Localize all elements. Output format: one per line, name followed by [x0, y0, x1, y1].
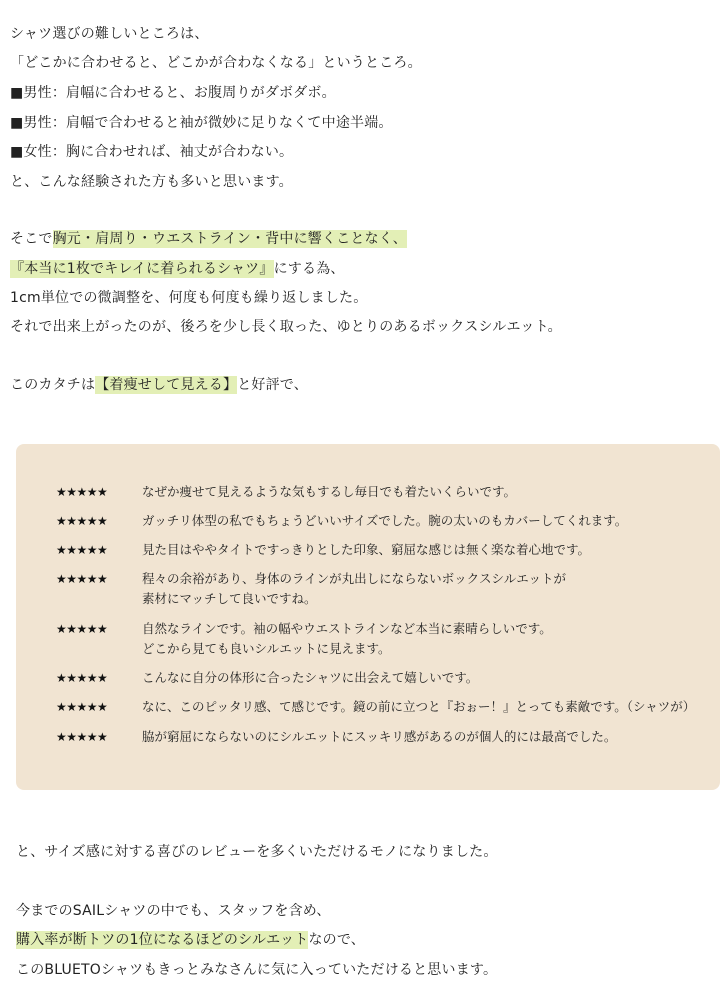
p2-line-2-suffix: にする為、 — [273, 261, 345, 277]
review-text: なぜか痩せて見えるような気もするし毎日でも着たいくらいです。 — [142, 484, 517, 499]
star-rating-icon: ★★★★★ — [56, 700, 108, 714]
review-text: こんなに自分の体形に合ったシャツに出会えて嬉しいです。 — [142, 670, 479, 685]
p3-line — [10, 375, 308, 395]
review-text: 素材にマッチして良いですね。 — [142, 591, 317, 606]
star-rating-icon: ★★★★★ — [56, 543, 108, 557]
highlight-text: 胸元・肩周り・ウエストライン・背中に響くことなく、 — [52, 231, 407, 247]
p4-line: と、サイズ感に対する喜びのレビューを多くいただけるモノになりました。 — [16, 844, 498, 860]
star-rating-icon: ★★★★★ — [56, 671, 108, 685]
review-text: 脇が窮屈にならないのにシルエットにスッキリ感があるのが個人的には最高でした。 — [142, 729, 617, 744]
star-rating-icon: ★★★★★ — [56, 514, 108, 528]
star-rating-icon: ★★★★★ — [56, 730, 108, 744]
review-text: 自然なラインです。袖の幅やウエストラインなど本当に素晴らしいです。 — [142, 621, 552, 636]
intro-line-1: シャツ選びの難しいところは、 — [10, 26, 209, 42]
review-text: 程々の余裕があり、身体のラインが丸出しにならないボックスシルエットが — [142, 571, 566, 586]
p3-suffix: と好評で、 — [237, 377, 308, 393]
p5-line-3: このBLUETOシャツもきっとみなさんに気に入っていただけると思います。 — [16, 962, 498, 978]
intro-line-3: ■男性：肩幅に合わせると、お腹周りがダボダボ。 — [10, 85, 336, 101]
star-rating-icon: ★★★★★ — [56, 572, 108, 586]
intro-line-4: ■男性：肩幅で合わせると袖が微妙に足りなくて中途半端。 — [10, 115, 393, 131]
review-box — [16, 444, 720, 790]
intro-line-5: ■女性：胸に合わせれば、袖丈が合わない。 — [10, 144, 294, 160]
review-text: 見た目はややタイトですっきりとした印象、窮屈な感じは無く楽な着心地です。 — [142, 542, 591, 557]
p5-line-2 — [16, 930, 365, 950]
star-rating-icon: ★★★★★ — [56, 485, 108, 499]
highlight-text: 『本当に1枚でキレイに着られるシャツ』 — [10, 261, 274, 277]
review-text: どこから見ても良いシルエットに見えます。 — [142, 641, 391, 656]
p5-line-2-suffix: なので、 — [308, 932, 366, 948]
intro-line-6: と、こんな経験された方も多いと思います。 — [10, 174, 293, 190]
intro-line-2: 「どこかに合わせると、どこかが合わなくなる」というところ。 — [10, 55, 422, 71]
p2-line-4: それで出来上がったのが、後ろを少し長く取った、ゆとりのあるボックスシルエット。 — [10, 319, 562, 335]
highlight-text: 【着痩せして見える】 — [95, 377, 238, 393]
star-rating-icon: ★★★★★ — [56, 622, 108, 636]
highlight-text: 購入率が断トツの1位になるほどのシルエット — [16, 932, 309, 948]
p5-line-1: 今までのSAILシャツの中でも、スタッフを含め、 — [16, 903, 331, 919]
p2-line-2 — [10, 259, 345, 279]
p2-line-1-prefix: そこで — [10, 231, 53, 247]
p2-line-1 — [10, 229, 407, 249]
review-text: ガッチリ体型の私でもちょうどいいサイズでした。腕の太いのもカバーしてくれます。 — [142, 513, 628, 528]
p3-prefix: このカタチは — [10, 377, 96, 393]
p2-line-3: 1cm単位での微調整を、何度も何度も繰り返しました。 — [10, 290, 368, 306]
review-text: なに、このピッタリ感、て感じです。鏡の前に立つと『おぉー！』とっても素敵です。（シャツが） — [142, 699, 696, 714]
